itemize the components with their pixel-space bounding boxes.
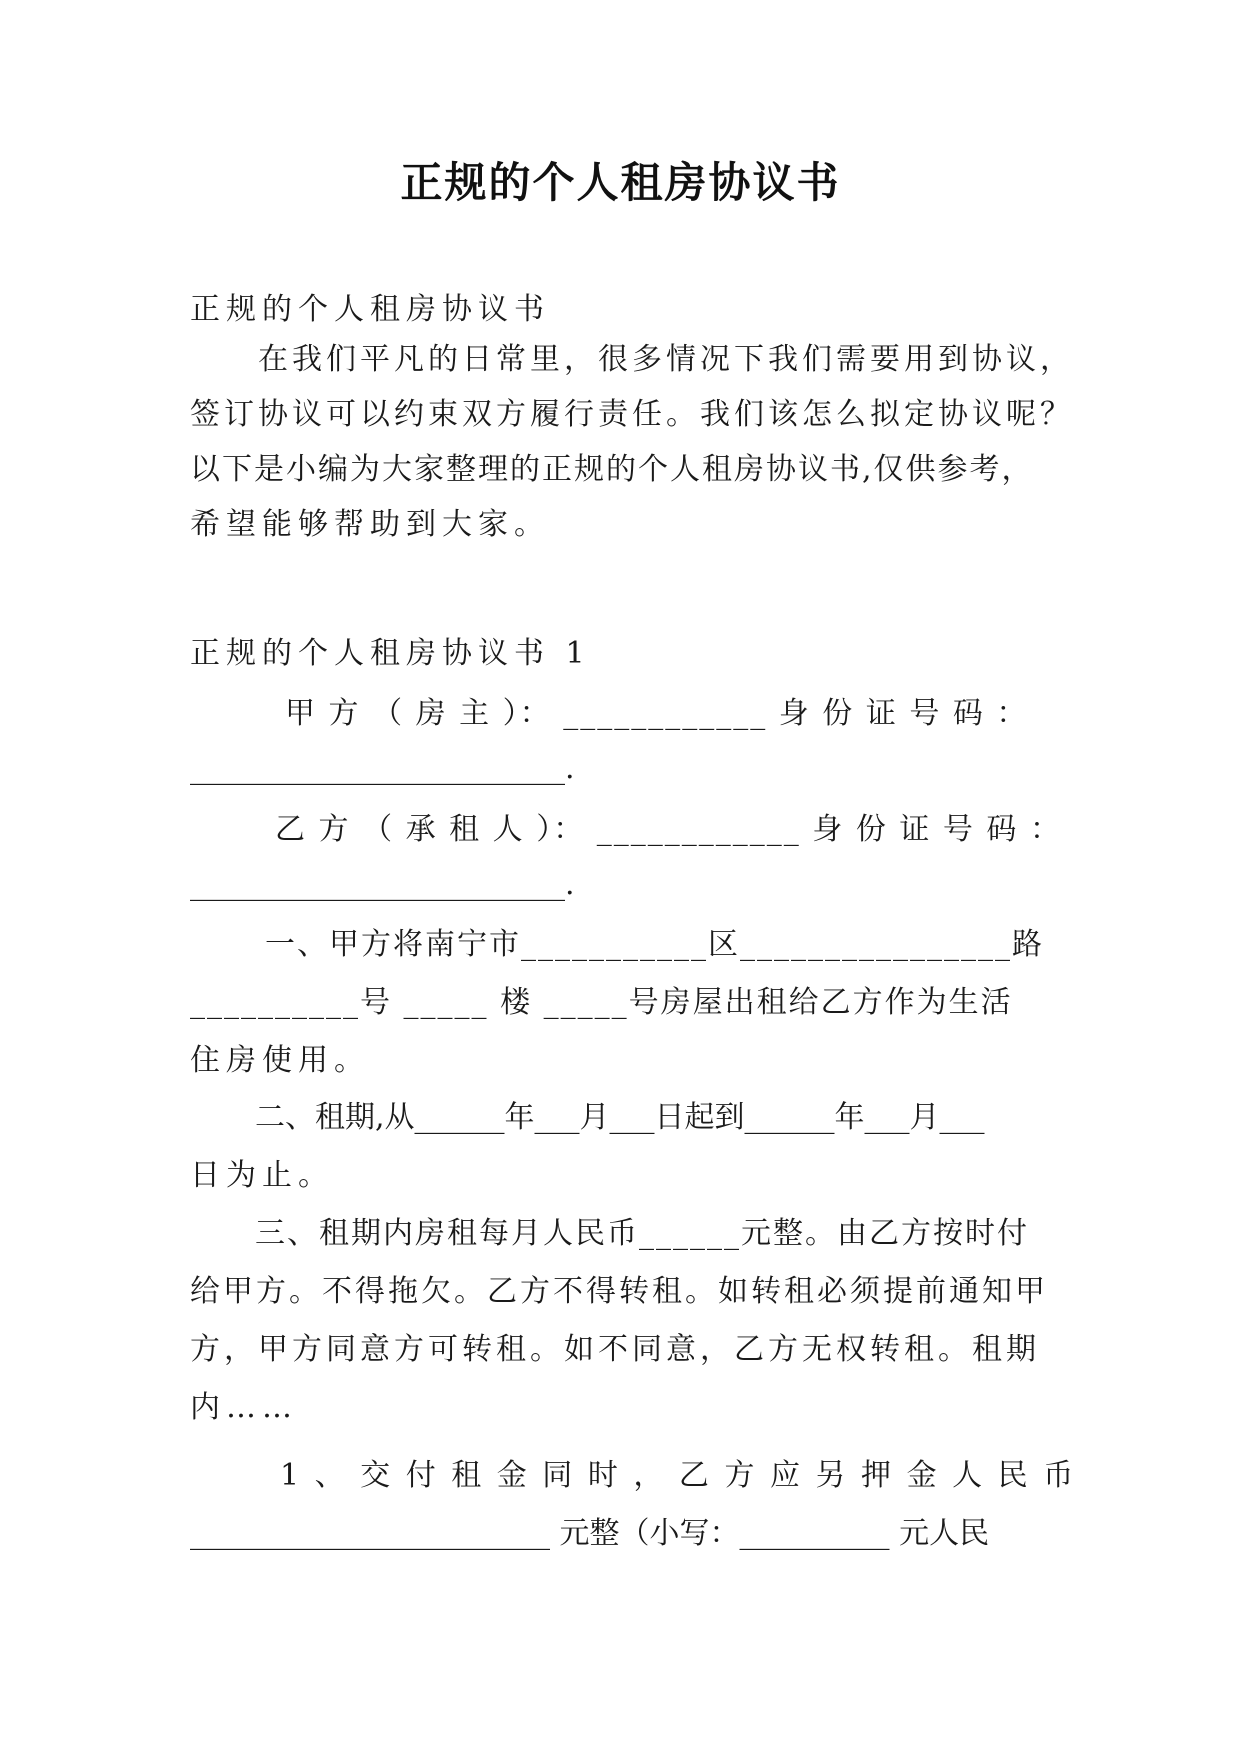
party-b-id-blank: _________________________. xyxy=(190,867,575,902)
clause-3-1-line-1: 1 、 交 付 租 金 同 时 ， 乙 方 应 另 押 金 人 民 币 xyxy=(280,1458,1077,1493)
clause-1-line-3: 住房使用。 xyxy=(190,1043,370,1078)
party-b-line: 乙 方 （ 承 租 人 ）： ____________ 身 份 证 号 码 ： xyxy=(275,812,1062,847)
intro-line-1: 在我们平凡的日常里，很多情况下我们需要用到协议， xyxy=(258,342,1074,377)
clause-2-line-1: 二、租期,从______年___月___日起到______年___月___ xyxy=(255,1100,985,1135)
clause-3-line-2: 给甲方。不得拖欠。乙方不得转租。如转租必须提前通知甲 xyxy=(190,1274,1048,1309)
document-title: 正规的个人租房协议书 xyxy=(400,158,841,207)
intro-line-3: 以下是小编为大家整理的正规的个人租房协议书,仅供参考， xyxy=(190,452,1034,487)
clause-2-line-2: 日为止。 xyxy=(190,1158,334,1193)
intro-line-4: 希望能够帮助到大家。 xyxy=(190,507,550,542)
clause-3-line-4: 内…… xyxy=(190,1390,298,1425)
subtitle-line: 正规的个人租房协议书 xyxy=(190,292,550,327)
clause-3-1-line-2: ________________________ 元整（小写：__________ 元人民 xyxy=(190,1516,990,1551)
section-heading: 正规的个人租房协议书 1 xyxy=(190,636,591,671)
clause-3-line-1: 三、租期内房租每月人民币______元整。由乙方按时付 xyxy=(255,1216,1029,1251)
party-a-id-blank: _________________________. xyxy=(190,751,575,786)
intro-line-2: 签订协议可以约束双方履行责任。我们该怎么拟定协议呢？ xyxy=(190,397,1074,432)
clause-1-line-2: __________号 _____ 楼 _____号房屋出租给乙方作为生活 xyxy=(190,985,1013,1020)
clause-1-line-1: 一、甲方将南宁市___________区________________路 xyxy=(265,927,1044,962)
party-a-line: 甲 方 （ 房 主 ）： ____________ 身 份 证 号 码 ： xyxy=(285,696,1029,731)
clause-3-line-3: 方，甲方同意方可转租。如不同意，乙方无权转租。租期 xyxy=(190,1332,1040,1367)
